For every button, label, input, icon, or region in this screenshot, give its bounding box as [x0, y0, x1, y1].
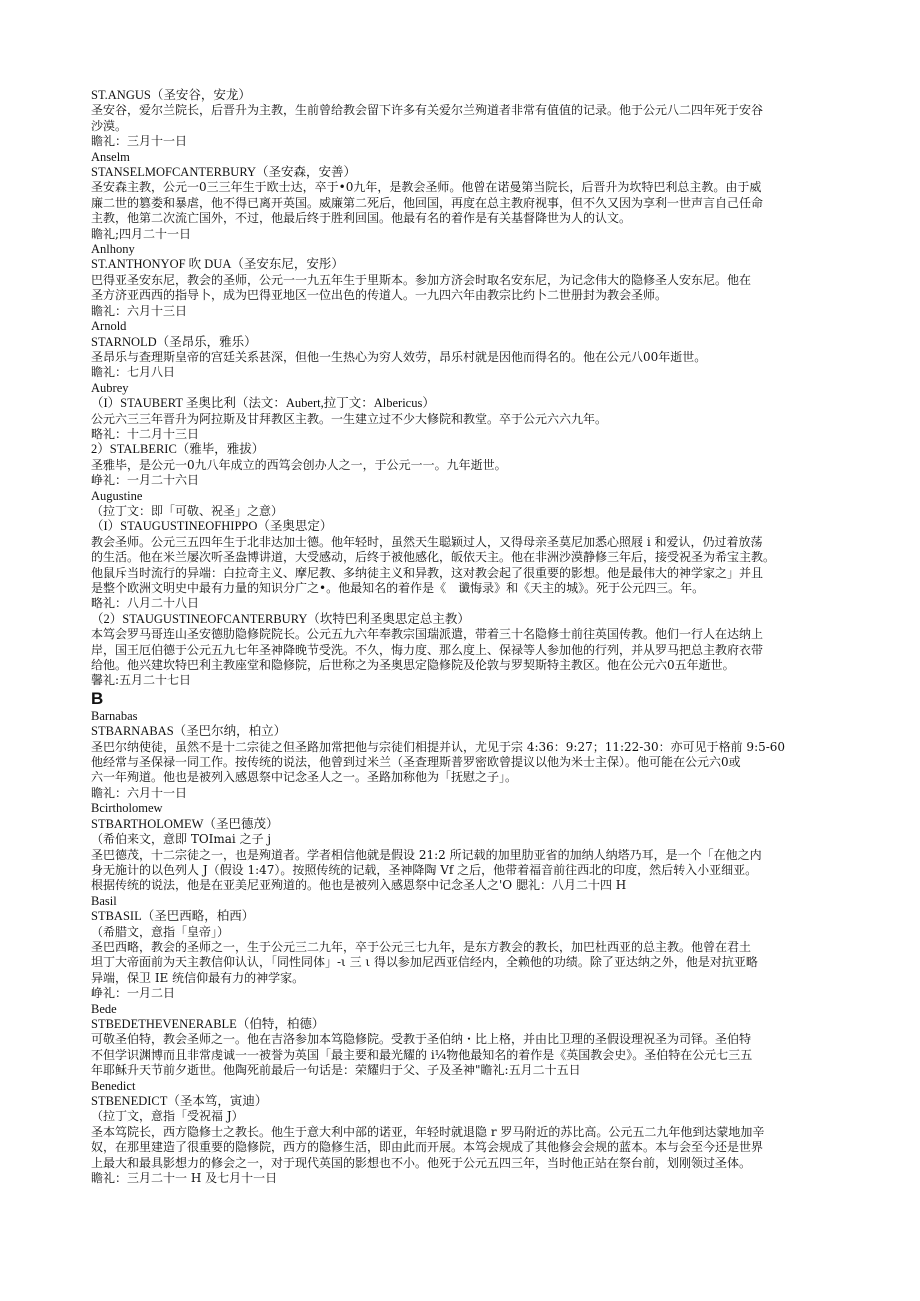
entry-text: 可敬圣伯特，教会圣师之一。他在吉洛参加本笃隐修院。受教于圣伯纳・比上格，并由比卫理的圣假设理祝圣为司铎。圣伯特 [91, 1032, 752, 1047]
entry-text: 廉二世的篡娄和暴虐，他不得已离开英国。威廉第二死后，他回国，再度在总主教府视事，但不久又因为享利一世声言自己任命 [91, 195, 764, 210]
name-meaning: （拉丁文，意指「受祝福 J） [91, 1109, 244, 1124]
entry-text: 岸，国王厄伯德于公元五九七年圣神降晚节受洗。不久，悔力度、那么度上、保禄等人参加他的行列，并从罗马把总主教府衣带 [91, 642, 764, 657]
feast-day: 馨礼:五月二十七日 [91, 673, 192, 688]
entry-text: 是整个欧洲文明史中最有力量的知识分广之•。他最知名的着作是《 谶悔录》和《天主的城》。死于公元四三。年。 [91, 581, 705, 595]
feast-day: 略礼：十二月十三日 [91, 426, 200, 441]
name-heading: Benedict [91, 1078, 136, 1093]
name-heading: Arnold [91, 319, 127, 334]
name-meaning: （拉丁文：即「可敬、祝圣」之意） [91, 503, 284, 518]
entry-title: ST.ANGUS（圣安谷，安龙） [91, 88, 251, 102]
entry-text: 主教，他第二次流亡国外，不过，他最后终于胜利回国。他最有名的着作是有关基督降世为人的认文。 [91, 211, 632, 226]
entry-text: 沙漠。 [91, 118, 128, 133]
entry-title: STARNOLD（圣昂乐，雅乐） [91, 334, 257, 349]
entry-title: STBARNABAS（圣巴尔纳，柏立） [91, 724, 287, 739]
feast-day: 瞻礼;四月二十一日 [91, 226, 192, 241]
entry-text: 圣巴德茂，十二宗徒之一，也是殉道者。学者相信他就是假设 21:2 所记载的加里肋亚省的加纳人纳塔乃耳，是一个「在他之内 [91, 847, 762, 862]
entry-title: （I）STAUBERT 圣奥比利（法文：Aubert,拉丁文：Albericus） [91, 396, 435, 411]
feast-day: 瞻礼：六月十一日 [91, 785, 188, 800]
entry-text: 圣安谷，爱尔兰院长，后晋升为主教，生前曾给教会留下许多有关爱尔兰殉道者非常有值值的记录。他于公元八二四年死于安谷 [91, 103, 764, 118]
entry-text: 圣方济亚西西的指导卜，成为巴得亚地区一位出色的传道人。一九四六年由教宗比约卜二世册封为教会圣师。 [91, 288, 668, 303]
entry-title: STBEDETHEVENERABLE（伯特，柏德） [91, 1016, 325, 1031]
entry-text: 身无施计的以色列人 J（假设 1:47）。按照传统的记载，圣神降陶 Vf 之后，他带着福音前往西北的印度，然后转入小亚细亚。 [91, 862, 758, 877]
name-meaning: （希腊文，意指「皇帝」） [91, 924, 230, 939]
entry-title: STANSELMOFCANTERBURY（圣安森，安善） [91, 165, 356, 180]
entry-title: ST.ANTHONYOF 吹 DUA（圣安东尼，安彤） [91, 257, 344, 272]
entry-text: 公元六三三年晋升为阿拉斯及甘拜教区主教。一生建立过不少大修院和教堂。卒于公元六六九年。 [91, 411, 608, 426]
entry-title: （2）STAUGUSTINEOFCANTERBURY（坎特巴利圣奥思定总主教） [91, 611, 470, 626]
entry-title: STBENEDICT（圣本笃，寅迪） [91, 1094, 268, 1108]
entry-title: （I）STAUGUSTINEOFHIPPO（圣奥思定） [91, 519, 333, 534]
feast-day: 峥礼：一月二日 [91, 986, 176, 1001]
entry-text: 圣安森主教，公元一0三三年生于欧士达，卒于•0九年，是教会圣师。他曾在诺曼第当院长，后晋升为坎特巴利总主教。由于威 [91, 180, 762, 195]
name-heading: Anselm [91, 149, 130, 164]
entry-text: 圣巴西略，教会的圣师之一，生于公元三二九年，卒于公元三七九年，是东方教会的教长，加巴杜西亚的总主教。他曾在君土 [91, 939, 752, 954]
entry-text: 巴得亚圣安东尼，教会的圣师，公元一一九五年生于里斯本。参加方济会时取名安东尼，为记念伟大的隐修圣人安东尼。他在 [91, 272, 752, 287]
feast-day: 峥礼：一月二十六日 [91, 473, 200, 488]
entry-title: STBASIL（圣巴西略，柏西） [91, 909, 255, 924]
entry-text: 他经常与圣保禄一同工作。按传统的说法，他曾到过米兰（圣查理斯普罗密欧曾提议以他为米士主保）。他可能在公元六0或 [91, 755, 741, 770]
entry-text: 圣本笃院长，西方隐修士之教长。他生于意大利中部的诺亚，年轻时就退隐 r 罗马附近的苏比高。公元五二九年他到达蒙地加辛 [91, 1124, 765, 1139]
entry-title: 2）STALBERIC（雅毕，雅拔） [91, 442, 265, 457]
name-heading: Bede [91, 1001, 117, 1016]
entry-text: 的生活。他在米兰屡次听圣盎博讲道，大受感动，后终于被他感化，皈依天主。他在非洲沙漠静修三年后，接受祝圣为希宝主教。 [91, 550, 776, 565]
name-heading: Anlhony [91, 242, 135, 257]
entry-text: 坦丁大帝面前为天主教信仰认认，「同性同体」-ι 三 ι 得以参加尼西亚信经内，全赖他的功绩。除了亚达纳之外，他是对抗亚略 [91, 955, 758, 970]
entry-text: 异端，保卫 IE 统信仰最有力的神学家。 [91, 970, 305, 985]
entry-text: 六一年殉道。他也是被列入感恩祭中记念圣人之一。圣路加称他为「抚慰之子」。 [91, 770, 518, 785]
name-heading: Augustine [91, 488, 143, 503]
feast-day: 略礼：八月二十八日 [91, 596, 200, 611]
entry-text: 年耶稣升天节前夕逝世。他陶死前最后一句话是：荣耀归于父、子及圣神"瞻礼:五月二十五日 [91, 1063, 581, 1078]
entry-text: 圣雅毕，是公元一0九八年成立的西笃会创办人之一，于公元一一。九年逝世。 [91, 457, 507, 472]
entry-text: 圣巴尔纳使徒，虽然不是十二宗徒之但圣路加常把他与宗徒们相提并认，尤见于宗 4:36：9:27；11:22-30：亦可见于格前 9:5-60 [91, 739, 786, 754]
entry-text: 他鼠斥当时流行的异端：白拉奇主义、摩尼教、多纳徒主义和异教，这对教会起了很重要的影想。他是最伟大的神学家之」并且 [91, 565, 764, 580]
section-letter: B [91, 688, 104, 708]
entry-text: 奴，在那里建造了很重要的隐修院，西方的隐修生活，即由此而开展。本笃会规成了其他修会会规的蓝本。本与会至今还是世界 [91, 1140, 764, 1155]
feast-day: 瞻礼：三月十一日 [91, 134, 188, 149]
entry-text: 本笃会罗马哥连山圣安德肋隐修院院长。公元五九六年奉教宗国瑞派遣，带着三十名隐修士前往英国传教。他们一行人在达纳上 [91, 627, 764, 642]
feast-day: 瞻礼：七月八日 [91, 365, 176, 380]
name-heading: Basil [91, 893, 117, 908]
name-meaning: （希伯来文，意即 TOImai 之子 j [91, 832, 272, 847]
entry-title: STBARTHOLOMEW（圣巴德茂） [91, 816, 279, 831]
feast-day: 瞻礼：三月二十一 H 及七月十一日 [91, 1171, 278, 1186]
document-page [91, 88, 831, 1186]
entry-text: 上最大和最具影想力的修会之一，对于现代英国的影想也不小。他死于公元五四三年，当时他正站在祭台前，划刚领过圣体。 [91, 1155, 752, 1170]
name-heading: Bcirtholomew [91, 801, 163, 816]
entry-text: 根据传统的说法，他是在亚美尼亚殉道的。他也是被列入感恩祭中记念圣人之'O 腮礼：八月二十四 H [91, 878, 627, 893]
entry-text: 圣昂乐与查理斯皇帝的宫廷关系甚深，但他一生热心为穷人效劳，昂乐村就是因他而得名的。他在公元八00年逝世。 [91, 349, 707, 364]
entry-text: 给他。他兴建坎特巴利主教座堂和隐修院，后世称之为圣奥思定隐修院及伦敦与罗契斯特主教区。他在公元六0五年逝世。 [91, 658, 735, 673]
name-heading: Barnabas [91, 708, 138, 723]
entry-text: 教会圣师。公元三五四年生于北非达加士德。他年轻时，虽然天生聪颖过人，又得母亲圣莫尼加悉心照屐 i 和爱认，仍过着放荡 [91, 534, 763, 549]
name-heading: Aubrey [91, 380, 129, 395]
feast-day: 瞻礼：六月十三日 [91, 303, 188, 318]
entry-text: 不但学识渊博而且非常虔诚一一被誉为英国「最主要和最光耀的 i¼物他最知名的着作是《英国教会史》。圣伯特在公元七三五 [91, 1047, 753, 1062]
